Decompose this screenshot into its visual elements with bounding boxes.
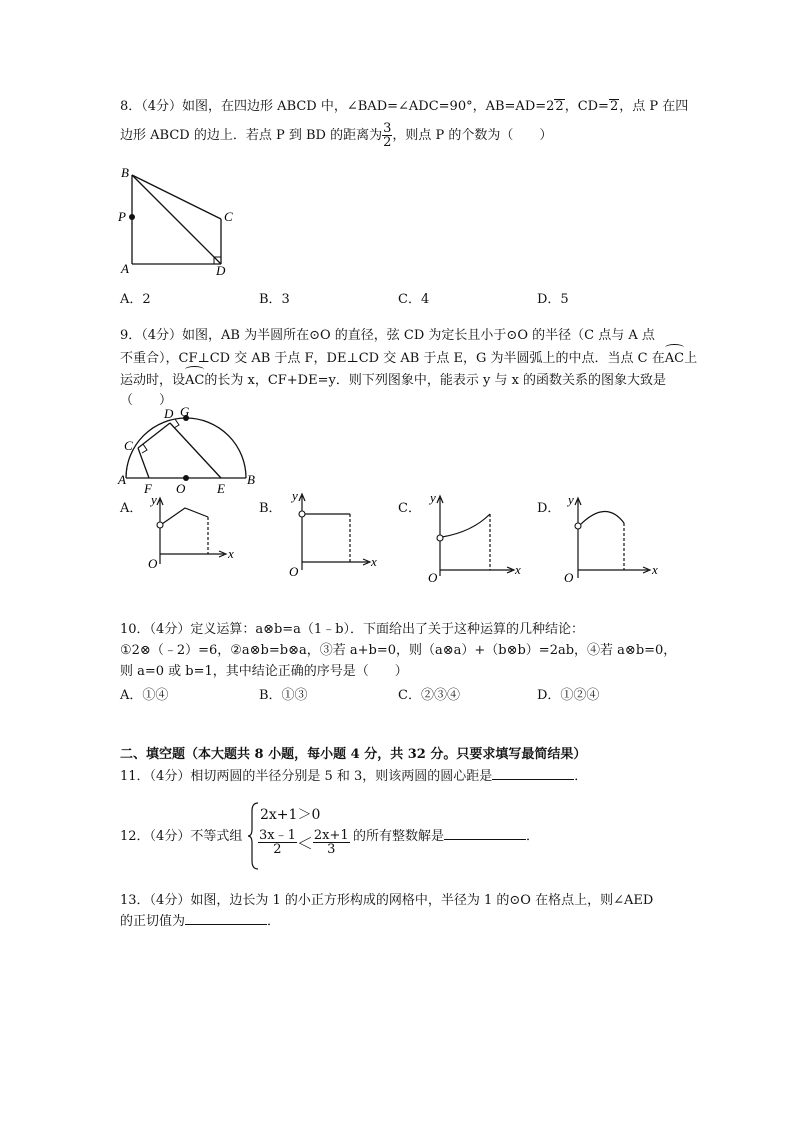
q9-graph-d-open-point <box>575 523 581 529</box>
q9-graph-a-curve <box>162 508 208 524</box>
q9-option-c[interactable]: C． <box>398 501 421 516</box>
q9-text-a: 不重合），CF⊥CD 交 AB 于点 F，DE⊥CD 交 AB 于点 E，G 为半圆弧上的中点．当点 C 在 <box>120 351 665 366</box>
q8-text-e: ，则点 P 的个数为（ ） <box>392 128 553 143</box>
q13-end: ． <box>267 914 281 929</box>
q13-stem-line1: 13．（4分）如图，边长为 1 的小正方形构成的网格中，半径为 1 的⊙O 在格点上，则∠AED <box>120 893 654 908</box>
q8-side-cb <box>132 175 221 219</box>
q9-text-c: 运动时，设 <box>120 373 186 388</box>
q12-num-left: 3x﹣1 <box>259 828 296 843</box>
q10-option-d[interactable]: D．①②④ <box>537 688 600 703</box>
q8-point-p <box>129 214 135 220</box>
q12-frac-right <box>313 829 350 856</box>
q12-suffix: 的所有整数解是 <box>353 829 445 844</box>
q10-stem-line2: ①2⊗（﹣2）=6，②a⊗b=b⊗a，③若 a+b=0，则（a⊗a）+（b⊗b）=2ab，④若 a⊗b=0， <box>120 643 677 658</box>
q10-stem-line3: 则 a=0 或 b=1，其中结论正确的序号是（ ） <box>120 664 408 679</box>
q8-text-c: ，点 P 在四 <box>619 99 689 114</box>
q9-label-b: B <box>247 472 255 487</box>
q9-graph-d-x-label: x <box>652 562 658 577</box>
q12-frac-left <box>258 829 297 856</box>
q9-graph-d <box>560 486 664 584</box>
q11-end: ． <box>574 769 588 784</box>
q10-stem-line1: 10．（4分）定义运算：a⊗b=a（1﹣b）．下面给出了关于这种运算的几种结论： <box>120 622 585 637</box>
q9-graph-c-y-label: y <box>430 490 436 505</box>
q9-text-b: 上 <box>684 351 698 366</box>
q9-graph-c-x-label: x <box>515 562 521 577</box>
q9-right-angle-d <box>174 419 179 428</box>
q11-answer-blank[interactable] <box>492 767 574 780</box>
q9-graph-a-open-point <box>157 522 163 528</box>
q9-graph-b-origin: O <box>289 564 299 578</box>
q8-option-d[interactable]: D．5 <box>537 292 569 307</box>
q8-text-a: 8．（4分）如图，在四边形 ABCD 中，∠BAD=∠ADC=90°，AB=AD=2 <box>120 99 555 114</box>
q11-text: 11．（4分）相切两圆的半径分别是 5 和 3，则该两圆的圆心距是 <box>120 769 493 784</box>
q12-den-right: 3 <box>327 842 336 857</box>
q8-frac-num: 3 <box>383 121 392 136</box>
q9-graph-a-origin: O <box>148 556 158 571</box>
q9-semicircle-figure <box>114 404 264 496</box>
q9-label-a: A <box>118 472 126 487</box>
q10-option-b[interactable]: B．①③ <box>259 688 308 703</box>
q9-graph-c-curve <box>442 514 490 537</box>
q9-label-d: D <box>164 406 174 421</box>
q12-relation: ＜ <box>296 834 313 853</box>
q9-graph-b-open-point <box>299 511 305 517</box>
q8-option-b[interactable]: B．3 <box>259 292 290 307</box>
q8-diagonal-bd <box>132 175 221 264</box>
q12-den-left: 2 <box>273 842 282 857</box>
q9-graph-b-x-label: x <box>371 554 377 569</box>
q12-brace-path <box>248 803 258 869</box>
q8-fraction <box>382 122 392 149</box>
q8-stem-line1 <box>120 96 688 117</box>
q8-label-b: B <box>121 165 129 180</box>
q8-figure <box>112 165 242 280</box>
q8-option-c[interactable]: C．4 <box>398 292 430 307</box>
q9-stem-line2 <box>120 348 697 369</box>
q12-ineq-1: 2x+1＞0 <box>260 807 321 823</box>
q9-graph-d-origin: O <box>564 570 574 584</box>
q9-segment-de <box>170 423 221 478</box>
q9-option-d[interactable]: D． <box>537 501 561 516</box>
q12-answer-blank[interactable] <box>444 827 526 840</box>
q8-text-b: ，CD= <box>564 99 609 114</box>
q9-label-e: E <box>217 481 225 496</box>
q9-label-f: F <box>144 481 152 496</box>
q9-text-d: 的长为 x，CF+DE=y．则下列图象中，能表示 y 与 x 的函数关系的图象大致是 <box>204 373 667 388</box>
q8-label-a: A <box>121 261 129 276</box>
q12-prefix: 12．（4分）不等式组 <box>120 829 243 844</box>
q10-option-a[interactable]: A．①④ <box>120 688 169 703</box>
q9-graph-d-y-label: y <box>568 492 574 507</box>
q8-stem-line2 <box>120 122 552 149</box>
q9-arc-ac-2: AC <box>185 370 204 391</box>
q8-option-a[interactable]: A．2 <box>120 292 151 307</box>
q13-stem-line2 <box>120 911 280 932</box>
q9-option-a[interactable]: A． <box>120 501 143 516</box>
q8-sqrt-b: 2 <box>609 99 619 114</box>
q9-graph-c <box>420 486 524 584</box>
q9-graph-a-x-label: x <box>228 546 234 561</box>
q9-stem-line1: 9．（4分）如图，AB 为半圆所在⊙O 的直径，弦 CD 为定长且小于⊙O 的半径（C 点与 A 点 <box>120 328 655 343</box>
q13-answer-blank[interactable] <box>185 912 267 925</box>
q11-stem <box>120 766 587 787</box>
q9-option-b[interactable]: B． <box>259 501 282 516</box>
q9-label-g: G <box>180 404 190 419</box>
q8-label-d: D <box>216 263 226 278</box>
q9-arc-ac-1: AC <box>665 348 684 369</box>
q13-text: 的正切值为 <box>120 914 186 929</box>
q8-label-c: C <box>224 209 233 224</box>
q9-graph-c-open-point <box>437 535 443 541</box>
q8-sqrt-a: 2 <box>555 99 564 114</box>
q9-label-o: O <box>176 481 186 496</box>
q9-graph-b-y-label: y <box>292 488 298 503</box>
q12-suffix-row <box>353 826 539 847</box>
q12-ineq-2 <box>258 829 350 856</box>
q9-graph-a <box>140 486 240 572</box>
q12-end: ． <box>526 829 540 844</box>
q8-frac-den: 2 <box>383 135 392 150</box>
q9-stem-line3 <box>120 370 666 391</box>
q9-graph-c-origin: O <box>428 570 438 584</box>
q8-text-d: 边形 ABCD 的边上．若点 P 到 BD 的距离为 <box>120 128 383 143</box>
q12-num-right: 2x+1 <box>313 828 349 843</box>
q9-semicircle-arc <box>126 418 246 478</box>
q10-option-c[interactable]: C．②③④ <box>398 688 460 703</box>
q9-graph-d-curve <box>580 511 624 525</box>
q9-graph-a-y-label: y <box>151 492 157 507</box>
q9-right-angle-c <box>142 444 147 453</box>
q9-graph-b <box>280 486 380 578</box>
q8-label-p: P <box>118 209 126 224</box>
q9-stem-line4: （ ） <box>120 393 173 408</box>
section2-heading: 二、填空题（本大题共 8 小题，每小题 4 分，共 32 分。只要求填写最简结果） <box>120 747 587 762</box>
q9-label-c: C <box>124 438 133 453</box>
